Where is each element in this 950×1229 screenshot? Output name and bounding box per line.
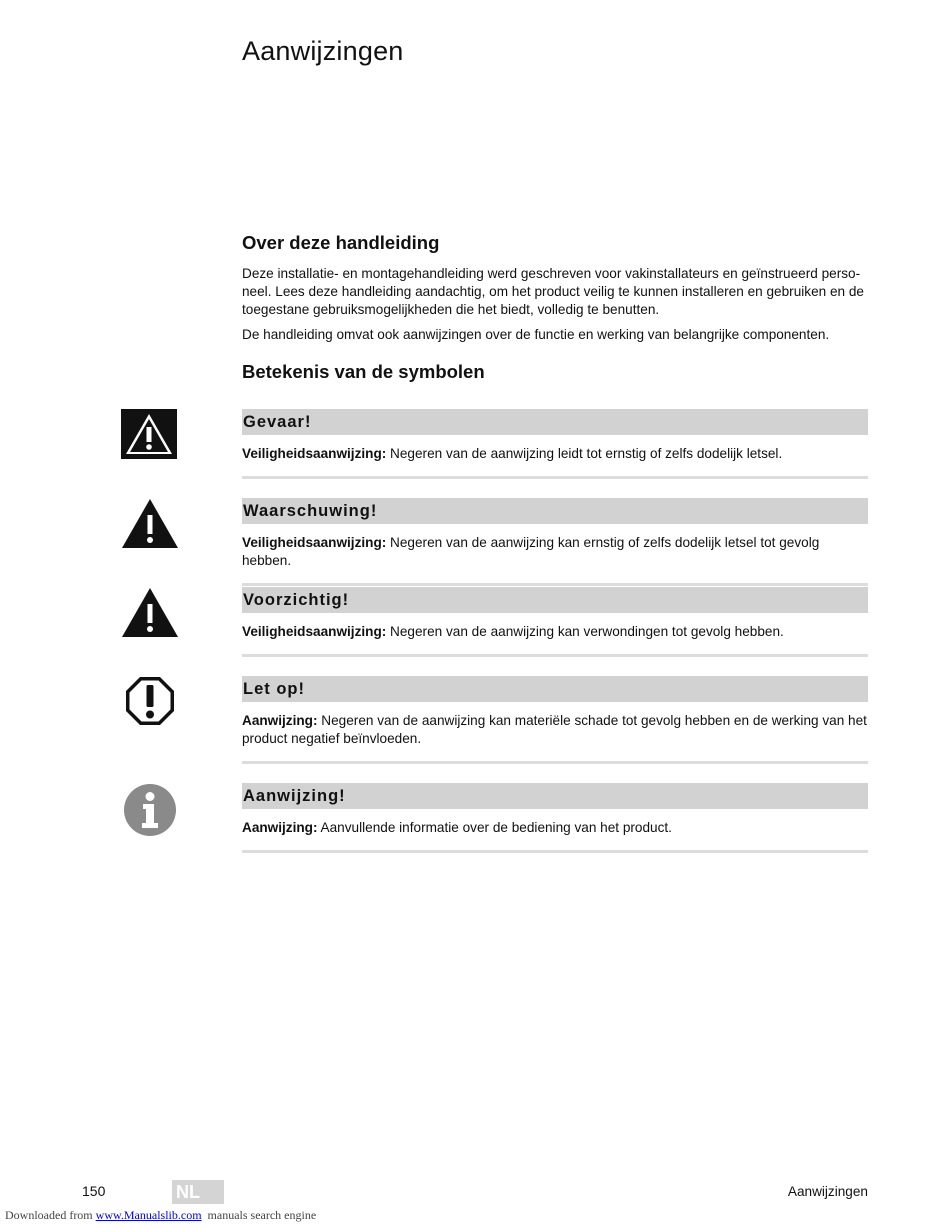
notice-caution [242,587,868,657]
section-heading-about: Over deze handleiding [242,232,440,253]
notice-body: Negeren van de aanwijzing kan materiële schade tot gevolg hebben en de werking van het product negatief beïnvloeden. [242,713,867,746]
notice-title: Voorzichtig! [242,587,868,613]
notice-title: Aanwijzing! [242,783,868,809]
notice-text [242,534,868,570]
divider [242,476,868,479]
divider [242,761,868,764]
notice-text [242,623,868,641]
notice-info [242,783,868,853]
notice-title: Let op! [242,676,868,702]
about-paragraph-1: Deze installatie- en montagehandleiding werd geschreven voor vakinstallateurs en geïnstrueerd perso-neel. Lees deze handleiding aandachtig, om het product veilig te kunnen installeren en gebruiken en de toegestane gebruiksmogelijkheden die het biedt, volledig te benutten. [242,266,864,317]
page-title: Aanwijzingen [242,36,404,66]
notice-label: Veiligheidsaanwijzing: [242,535,387,550]
language-badge: NL [172,1180,224,1204]
notice-body: Negeren van de aanwijzing kan verwondingen tot gevolg hebben. [386,624,784,639]
caution-triangle-icon [121,587,179,639]
notice-label: Aanwijzing: [242,713,318,728]
divider [242,850,868,853]
divider [242,583,868,586]
danger-warning-icon [121,409,177,459]
download-credit [5,1208,316,1223]
notice-body: Negeren van de aanwijzing leidt tot ernstig of zelfs dodelijk letsel. [386,446,783,461]
notice-attention [242,676,868,764]
footer-section-title: Aanwijzingen [787,1184,868,1199]
manualslib-link[interactable]: www.Manualslib.com [95,1208,202,1222]
notice-text [242,712,868,748]
notice-body: Negeren van de aanwijzing kan ernstig of zelfs dodelijk letsel tot gevolg hebben. [242,535,820,568]
notice-warning [242,498,868,586]
notice-label: Veiligheidsaanwijzing: [242,624,387,639]
about-paragraph-2: De handleiding omvat ook aanwijzingen over de functie en werking van belangrijke componenten. [242,327,830,342]
notice-label: Veiligheidsaanwijzing: [242,446,387,461]
notice-label: Aanwijzing: [242,820,318,835]
notice-text [242,445,868,463]
attention-octagon-icon [124,675,176,727]
page-number: 150 [82,1183,106,1199]
warning-triangle-icon [121,498,179,550]
notice-title: Waarschuwing! [242,498,868,524]
info-icon [123,783,177,837]
divider [242,654,868,657]
download-suffix: manuals search engine [201,1208,317,1222]
notice-text [242,819,868,837]
download-prefix: Downloaded from [5,1208,96,1222]
section-heading-symbols: Betekenis van de symbolen [242,361,485,382]
notice-danger [242,409,868,479]
notice-title: Gevaar! [242,409,868,435]
notice-body: Aanvullende informatie over de bediening van het product. [317,820,672,835]
